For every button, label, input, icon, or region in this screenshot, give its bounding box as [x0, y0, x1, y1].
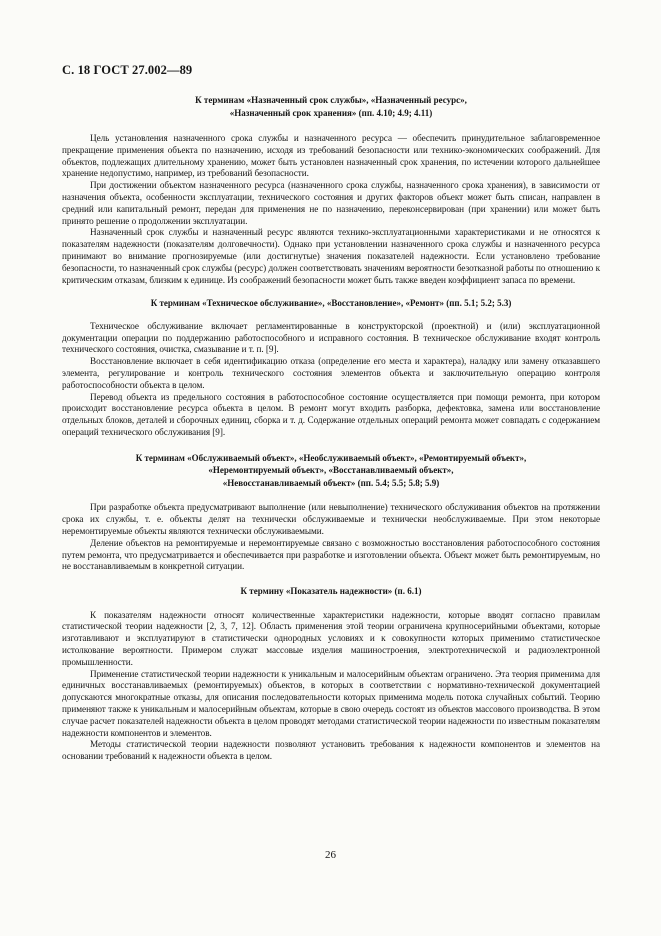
- heading-line: К терминам «Обслуживаемый объект», «Необслуживаемый объект», «Ремонтируемый объект»,: [135, 452, 527, 463]
- paragraph: При разработке объекта предусматривают выполнение (или невыполнение) технического обслуживания объектов на протяжении срока их службы, т. е. объекты делят на технически обслуживаемые и технически необслуживаемые. При этом некоторые неремонтируемые объекты являются технически обслуживаемыми.: [62, 502, 600, 536]
- section-heading: [62, 94, 600, 119]
- heading-line: К термину «Показатель надежности» (п. 6.1): [240, 586, 422, 597]
- section-maintenance: [62, 297, 600, 438]
- paragraph: Техническое обслуживание включает регламентированные в конструкторской (проектной) и (или) эксплуатационной документации операции по поддержанию работоспособного и исправного состояния. В техническое обслуживание входят контроль технического состояния, очистка, смазывание и т. п. [9].: [62, 320, 600, 355]
- paragraph: Применение статистической теории надежности к уникальным и малосерийным объектам ограничено. Эта теория применима для единичных восстанавливаемых (ремонтируемых) объектов, в которых в соответствии с нормативно-технической документацией допускаются многократные отказы, для описания последовательности которых применима модель потока случайных событий. Теорию применяют также к уникальным и малосерийным объектам, которые в свою очередь состоят из объектов массового производства. В этом случае расчет показателей надежности объекта в целом проводят методами статистической теории надежности по известным показателям надежности компонентов и элементов.: [62, 668, 600, 738]
- section-heading: [62, 452, 600, 490]
- paragraph: Деление объектов на ремонтируемые и неремонтируемые связано с возможностью восстановления работоспособного состояния путем ремонта, что предусматривается и обеспечивается при разработке и изготовлении объекта. Объект может быть ремонтируемым, но не восстанавливаемым в конкретной ситуации.: [62, 537, 600, 572]
- heading-line: «Назначенный срок хранения» (пп. 4.10; 4.9; 4.11): [229, 107, 433, 118]
- paragraph: Восстановление включает в себя идентификацию отказа (определение его места и характера), наладку или замену отказавшего элемента, регулирование и контроль технического состояния элементов объекта и заключительную операцию контроля работоспособности объекта в целом.: [62, 356, 600, 390]
- paragraph: Методы статистической теории надежности позволяют установить требования к надежности компонентов и элементов на основании требований к надежности объекта в целом.: [62, 739, 600, 762]
- page-number: 26: [325, 849, 336, 861]
- paragraph: При достижении объектом назначенного ресурса (назначенного срока службы, назначенного срока хранения), в зависимости от назначения объекта, особенности эксплуатации, технического состояния и других факторов объект может быть списан, направлен в средний или капитальный ремонт, передан для применения не по назначению, переконсервирован (при хранении) или может быть принято решение о продолжении эксплуатации.: [62, 180, 600, 226]
- section-heading: [62, 297, 600, 310]
- page-header: С. 18 ГОСТ 27.002—89: [62, 63, 193, 77]
- paragraph: К показателям надежности относят количественные характеристики надежности, которые вводят согласно правилам статистической теории надежности [2, 3, 7, 12]. Область применения этой теории ограничена крупносерийными объектами, которые изготавливают и эксплуатируют в статистически однородных условиях и к совокупности которых применимо статистическое истолкование вероятности. Примером служат массовые изделия машиностроения, электротехнической и радиоэлектронной промышленности.: [62, 609, 600, 667]
- paragraph: Перевод объекта из предельного состояния в работоспособное состояние осуществляется при помощи ремонта, при котором происходит восстановление ресурса объекта в целом. В ремонт могут входить разборка, дефектовка, замена или восстановление отдельных блоков, деталей и сборочных единиц, сборка и т. д. Содержание отдельных операций ремонта может совпадать с содержанием операций технического обслуживания [9].: [62, 391, 600, 438]
- heading-line: К терминам «Техническое обслуживание», «Восстановление», «Ремонт» (пп. 5.1; 5.2; 5.3): [150, 298, 512, 309]
- section-object-types: [62, 452, 600, 573]
- heading-line: «Невосстанавливаемый объект» (пп. 5.4; 5.5; 5.8; 5.9): [222, 477, 440, 488]
- section-assigned-life: [62, 94, 600, 286]
- paragraph: Цель установления назначенного срока службы и назначенного ресурса — обеспечить принудительное заблаговременное прекращение применения объекта по назначению, исходя из требований безопасности или технико-экономических соображений. Для объектов, подлежащих длительному хранению, может быть установлен назначенный срок хранения, по истечении которого дальнейшее хранение недопустимо, например, из требований безопасности.: [62, 133, 600, 179]
- heading-line: «Неремонтируемый объект», «Восстанавливаемый объект»,: [208, 465, 454, 476]
- paragraph: Назначенный срок службы и назначенный ресурс являются технико-эксплуатационными характеристиками и не относятся к показателям надежности (показателям долговечности). Однако при установлении назначенного срока службы и назначенного ресурса принимают во внимание прогнозируемые (или достигнутые) значения показателей надежности. Если установлено требование безопасности, то назначенный срок службы (ресурс) должен соответствовать значениям вероятности безотказной работы по отношению к критическим отказам, близким к единице. Из соображений безопасности может быть также введен коэффициент запаса по времени.: [62, 227, 600, 285]
- section-reliability-index: [62, 585, 600, 763]
- section-heading: [62, 585, 600, 598]
- heading-line: К терминам «Назначенный срок службы», «Назначенный ресурс»,: [195, 95, 467, 105]
- document-body: [62, 94, 600, 763]
